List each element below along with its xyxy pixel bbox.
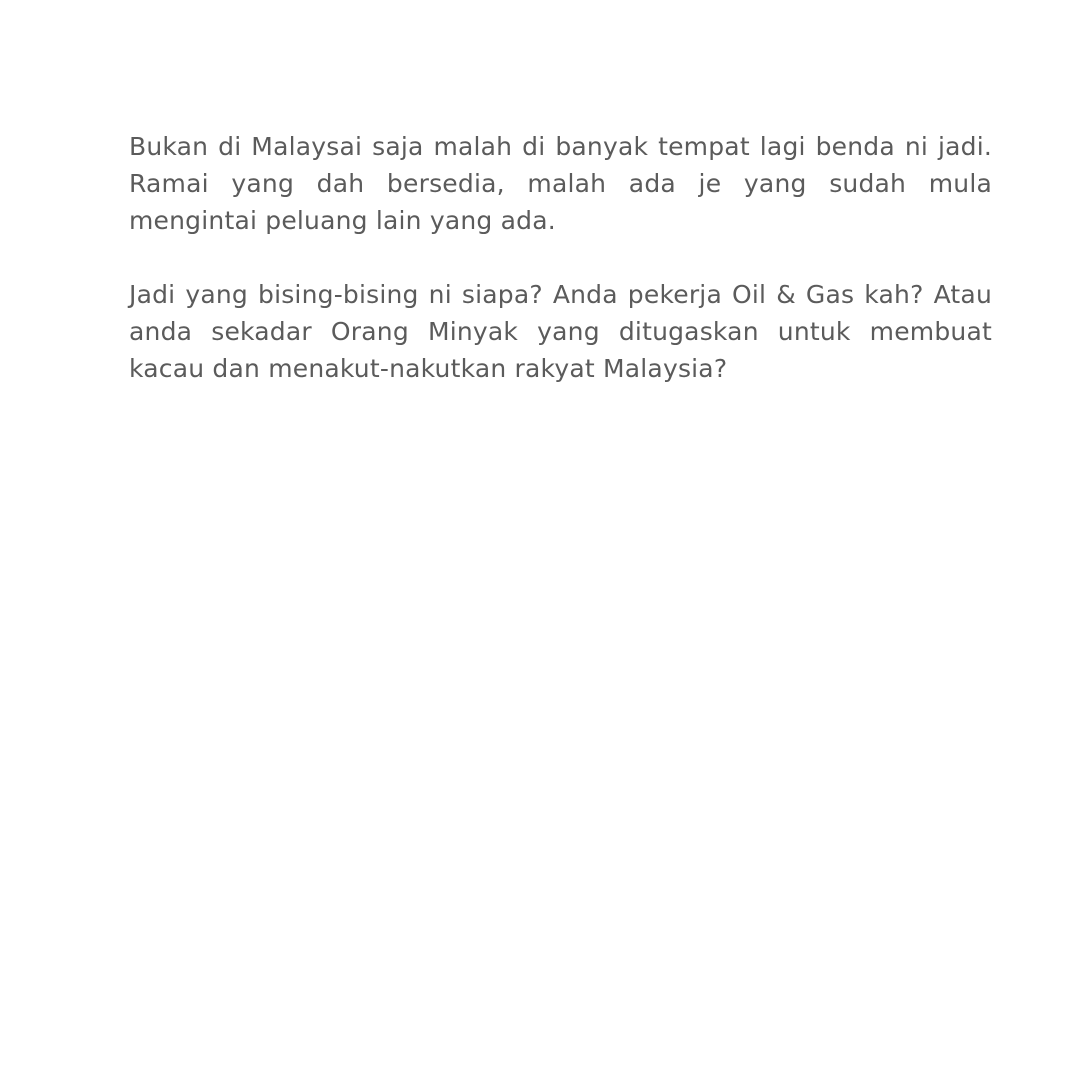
body-text	[129, 128, 992, 424]
paragraph-2: Jadi yang bising-bising ni siapa? Anda pekerja Oil & Gas kah? Atau anda sekadar Orang Minyak yang ditugaskan untuk membuat kacau dan menakut-nakutkan rakyat Malaysia?	[129, 280, 992, 383]
paragraph-1: Bukan di Malaysai saja malah di banyak tempat lagi benda ni jadi. Ramai yang dah bersedia, malah ada je yang sudah mula mengintai peluang lain yang ada.	[129, 132, 992, 235]
